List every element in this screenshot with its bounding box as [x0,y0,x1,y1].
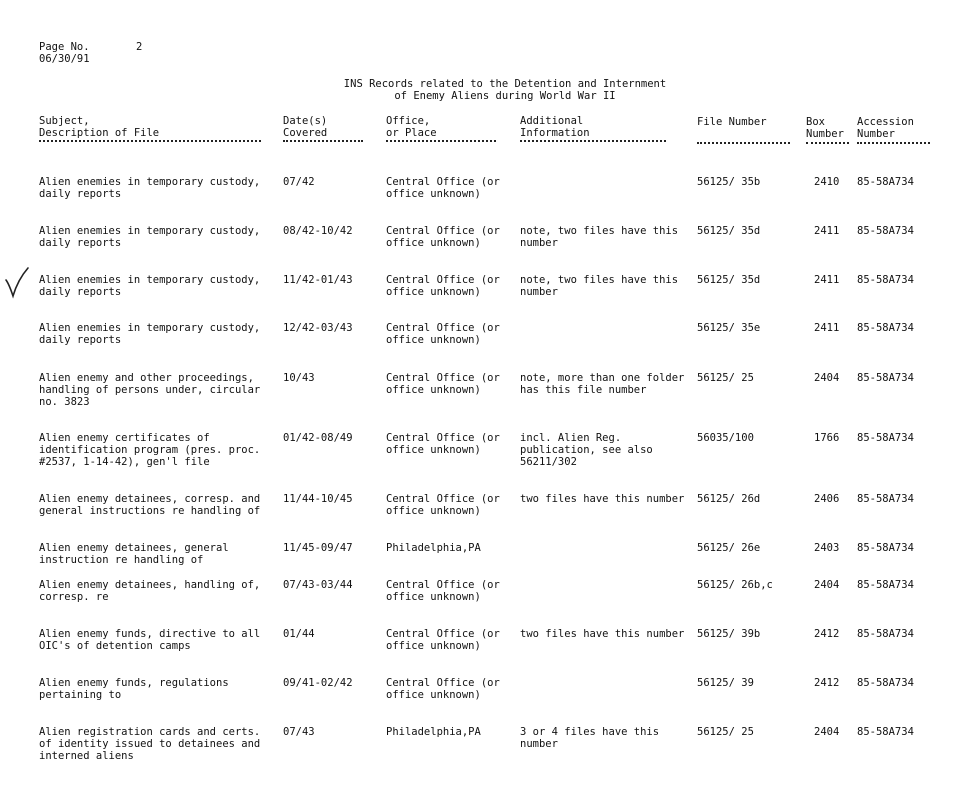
cell-box-number: 2404 [814,579,840,591]
cell-box-number: 2410 [814,176,840,188]
cell-box-number: 2411 [814,225,840,237]
cell-accession-number: 85-58A734 [857,432,914,444]
title-line-2: of Enemy Aliens during World War II [394,90,616,102]
cell-subject: Alien enemy detainees, corresp. and general instructions re handling of [39,493,261,517]
column-header-dates: Date(s) Covered [283,115,328,139]
cell-subject: Alien enemy and other proceedings, handling of persons under, circular no. 3823 [39,372,261,408]
cell-subject: Alien enemies in temporary custody, daily reports [39,322,261,346]
column-header-box-number: Box Number [806,116,844,140]
cell-file-number: 56125/ 35d [697,274,761,286]
cell-dates: 11/44-10/45 [283,493,353,505]
cell-box-number: 2411 [814,322,840,334]
cell-dates: 07/43-03/44 [283,579,353,591]
cell-dates: 12/42-03/43 [283,322,353,334]
cell-additional-info: two files have this number [520,493,685,505]
cell-dates: 07/42 [283,176,315,188]
cell-accession-number: 85-58A734 [857,225,914,237]
cell-office: Central Office (or office unknown) [386,677,500,701]
cell-office: Philadelphia,PA [386,726,481,738]
column-header-subject: Subject, Description of File [39,115,160,139]
cell-additional-info: note, more than one folder has this file number [520,372,685,396]
cell-accession-number: 85-58A734 [857,274,914,286]
cell-dates: 10/43 [283,372,315,384]
cell-office: Central Office (or office unknown) [386,628,500,652]
column-header-file-number: File Number [697,116,767,128]
cell-file-number: 56125/ 35b [697,176,761,188]
column-header-additional: Additional Information [520,115,590,139]
cell-box-number: 2411 [814,274,840,286]
cell-subject: Alien enemy detainees, handling of, corresp. re [39,579,261,603]
cell-accession-number: 85-58A734 [857,176,914,188]
page-number: 2 [136,41,143,53]
cell-office: Central Office (or office unknown) [386,493,500,517]
cell-accession-number: 85-58A734 [857,372,914,384]
cell-dates: 11/45-09/47 [283,542,353,554]
cell-subject: Alien enemy funds, directive to all OIC's of detention camps [39,628,261,652]
cell-box-number: 2403 [814,542,840,554]
column-header-accession-number: Accession Number [857,116,914,140]
cell-office: Central Office (or office unknown) [386,372,500,396]
cell-office: Central Office (or office unknown) [386,176,500,200]
cell-office: Central Office (or office unknown) [386,322,500,346]
cell-box-number: 2412 [814,677,840,689]
cell-additional-info: 3 or 4 files have this number [520,726,660,750]
cell-subject: Alien enemies in temporary custody, daily reports [39,274,261,298]
cell-dates: 07/43 [283,726,315,738]
cell-accession-number: 85-58A734 [857,542,914,554]
cell-box-number: 2404 [814,372,840,384]
page-number-label: Page No. [39,41,90,53]
cell-subject: Alien enemy detainees, general instruction re handling of [39,542,229,566]
cell-accession-number: 85-58A734 [857,677,914,689]
cell-box-number: 2412 [814,628,840,640]
title-line-1: INS Records related to the Detention and Internment [343,78,667,90]
cell-file-number: 56125/ 39 [697,677,754,689]
cell-file-number: 56125/ 25 [697,372,754,384]
cell-office: Central Office (or office unknown) [386,225,500,249]
cell-accession-number: 85-58A734 [857,322,914,334]
cell-file-number: 56125/ 35d [697,225,761,237]
cell-accession-number: 85-58A734 [857,493,914,505]
cell-subject: Alien enemies in temporary custody, daily reports [39,225,261,249]
cell-file-number: 56125/ 35e [697,322,761,334]
cell-office: Central Office (or office unknown) [386,274,500,298]
cell-office: Central Office (or office unknown) [386,432,500,456]
cell-accession-number: 85-58A734 [857,726,914,738]
cell-box-number: 2406 [814,493,840,505]
cell-dates: 08/42-10/42 [283,225,353,237]
cell-dates: 01/44 [283,628,315,640]
cell-file-number: 56035/100 [697,432,754,444]
cell-file-number: 56125/ 26e [697,542,761,554]
cell-additional-info: two files have this number [520,628,685,640]
cell-box-number: 2404 [814,726,840,738]
cell-subject: Alien registration cards and certs. of identity issued to detainees and interned aliens [39,726,261,762]
report-date: 06/30/91 [39,53,90,65]
cell-additional-info: incl. Alien Reg. publication, see also 56211/302 [520,432,653,468]
cell-office: Philadelphia,PA [386,542,481,554]
cell-file-number: 56125/ 26b,c [697,579,773,591]
cell-file-number: 56125/ 25 [697,726,754,738]
cell-dates: 01/42-08/49 [283,432,353,444]
cell-file-number: 56125/ 26d [697,493,761,505]
cell-box-number: 1766 [814,432,840,444]
cell-additional-info: note, two files have this number [520,274,679,298]
column-header-office: Office, or Place [386,115,437,139]
cell-office: Central Office (or office unknown) [386,579,500,603]
cell-dates: 11/42-01/43 [283,274,353,286]
cell-subject: Alien enemies in temporary custody, daily reports [39,176,261,200]
cell-dates: 09/41-02/42 [283,677,353,689]
cell-accession-number: 85-58A734 [857,579,914,591]
cell-accession-number: 85-58A734 [857,628,914,640]
cell-additional-info: note, two files have this number [520,225,679,249]
cell-file-number: 56125/ 39b [697,628,761,640]
cell-subject: Alien enemy funds, regulations pertaining to [39,677,229,701]
cell-subject: Alien enemy certificates of identification program (pres. proc. #2537, 1-14-42), gen'l file [39,432,261,468]
